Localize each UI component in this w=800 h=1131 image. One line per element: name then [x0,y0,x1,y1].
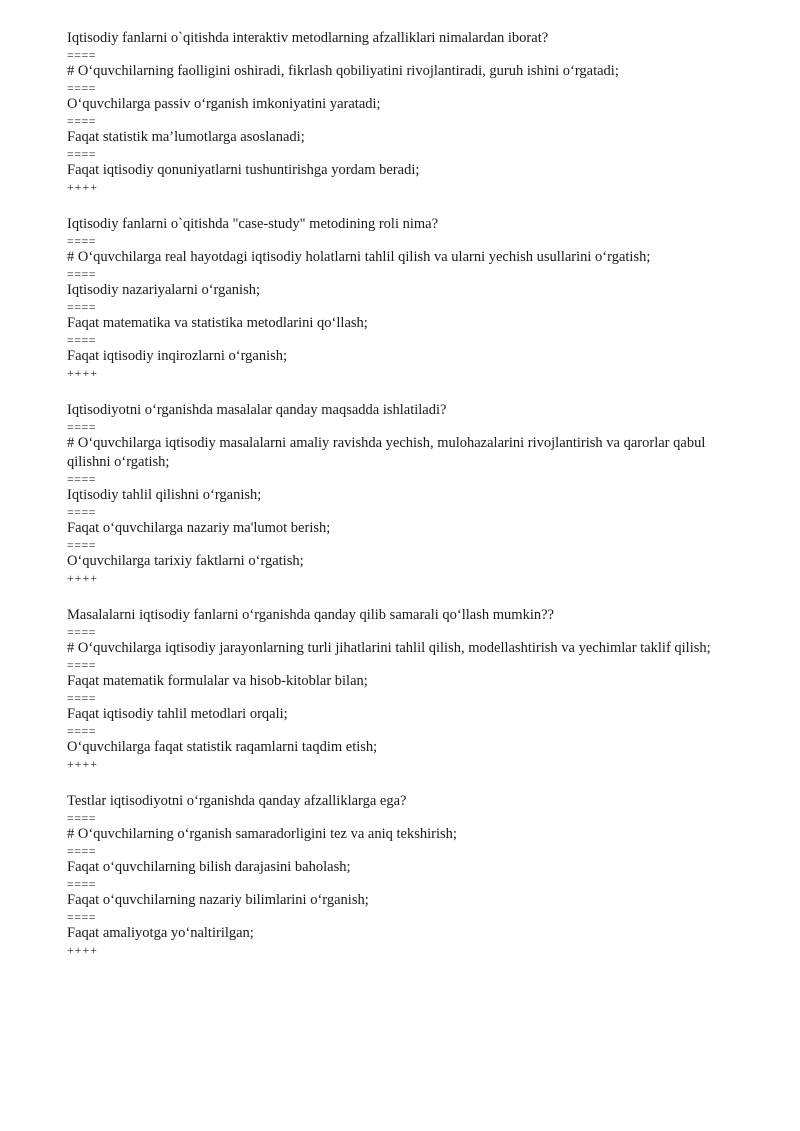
option: Iqtisodiy nazariyalarni o‘rganish; [67,282,261,298]
question-text: Iqtisodiy fanlarni o`qitishda "case-study" metodining roli nima? [67,216,439,232]
separator: ==== [67,658,97,672]
end-marker: ++++ [67,180,99,194]
option: Faqat matematik formulalar va hisob-kitoblar bilan; [67,673,368,689]
separator: ==== [67,300,97,314]
option: Faqat o‘quvchilarga nazariy ma'lumot berish; [67,520,331,536]
option-correct: # O‘quvchilarga iqtisodiy masalalarni amaliy ravishda yechish, mulohazalarini rivojlantirish va qarorlar qabul qilishni o‘rgatish; [67,435,706,470]
separator: ==== [67,844,97,858]
option: Faqat amaliyotga yo‘naltirilgan; [67,925,254,941]
option: O‘quvchilarga tarixiy faktlarni o‘rgatish; [67,553,304,569]
option: Faqat statistik ma’lumotlarga asoslanadi; [67,129,305,145]
separator: ==== [67,267,97,281]
option-correct: # O‘quvchilarga real hayotdagi iqtisodiy holatlarni tahlil qilish va ularni yechish usullarini o‘rgatish; [67,249,651,265]
option: Faqat matematika va statistika metodlarini qo‘llash; [67,315,368,331]
separator: ==== [67,333,97,347]
question-block [67,215,747,380]
end-marker: ++++ [67,943,99,957]
option-correct: # O‘quvchilarning o‘rganish samaradorligini tez va aniq tekshirish; [67,826,457,842]
separator: ==== [67,420,97,434]
question-block [67,401,747,585]
separator: ==== [67,538,97,552]
option: Faqat iqtisodiy tahlil metodlari orqali; [67,706,288,722]
separator: ==== [67,472,97,486]
question-text: Masalalarni iqtisodiy fanlarni o‘rganishda qanday qilib samarali qo‘llash mumkin?? [67,607,554,623]
separator: ==== [67,910,97,924]
separator: ==== [67,505,97,519]
end-marker: ++++ [67,366,99,380]
option-correct: # O‘quvchilarning faolligini oshiradi, fikrlash qobiliyatini rivojlantiradi, guruh ishini o‘rgatadi; [67,63,619,79]
separator: ==== [67,811,97,825]
question-text: Iqtisodiy fanlarni o`qitishda interaktiv metodlarning afzalliklari nimalardan iborat? [67,30,549,46]
option: O‘quvchilarga passiv o‘rganish imkoniyatini yaratadi; [67,96,381,112]
option: Faqat o‘quvchilarning bilish darajasini baholash; [67,859,351,875]
question-block [67,792,747,957]
end-marker: ++++ [67,571,99,585]
separator: ==== [67,48,97,62]
question-block [67,29,747,194]
separator: ==== [67,691,97,705]
separator: ==== [67,234,97,248]
option: Faqat iqtisodiy qonuniyatlarni tushuntirishga yordam beradi; [67,162,420,178]
option: O‘quvchilarga faqat statistik raqamlarni taqdim etish; [67,739,378,755]
separator: ==== [67,81,97,95]
option: Iqtisodiy tahlil qilishni o‘rganish; [67,487,262,503]
question-text: Iqtisodiyotni o‘rganishda masalalar qanday maqsadda ishlatiladi? [67,402,447,418]
separator: ==== [67,114,97,128]
end-marker: ++++ [67,757,99,771]
question-text: Testlar iqtisodiyotni o‘rganishda qanday afzalliklarga ega? [67,793,407,809]
document-page [67,29,747,978]
separator: ==== [67,625,97,639]
separator: ==== [67,147,97,161]
separator: ==== [67,724,97,738]
separator: ==== [67,877,97,891]
option: Faqat iqtisodiy inqirozlarni o‘rganish; [67,348,288,364]
option: Faqat o‘quvchilarning nazariy bilimlarini o‘rganish; [67,892,369,908]
question-block [67,606,747,771]
option-correct: # O‘quvchilarga iqtisodiy jarayonlarning turli jihatlarini tahlil qilish, modellashtirish va yechimlar taklif qilish; [67,640,711,656]
